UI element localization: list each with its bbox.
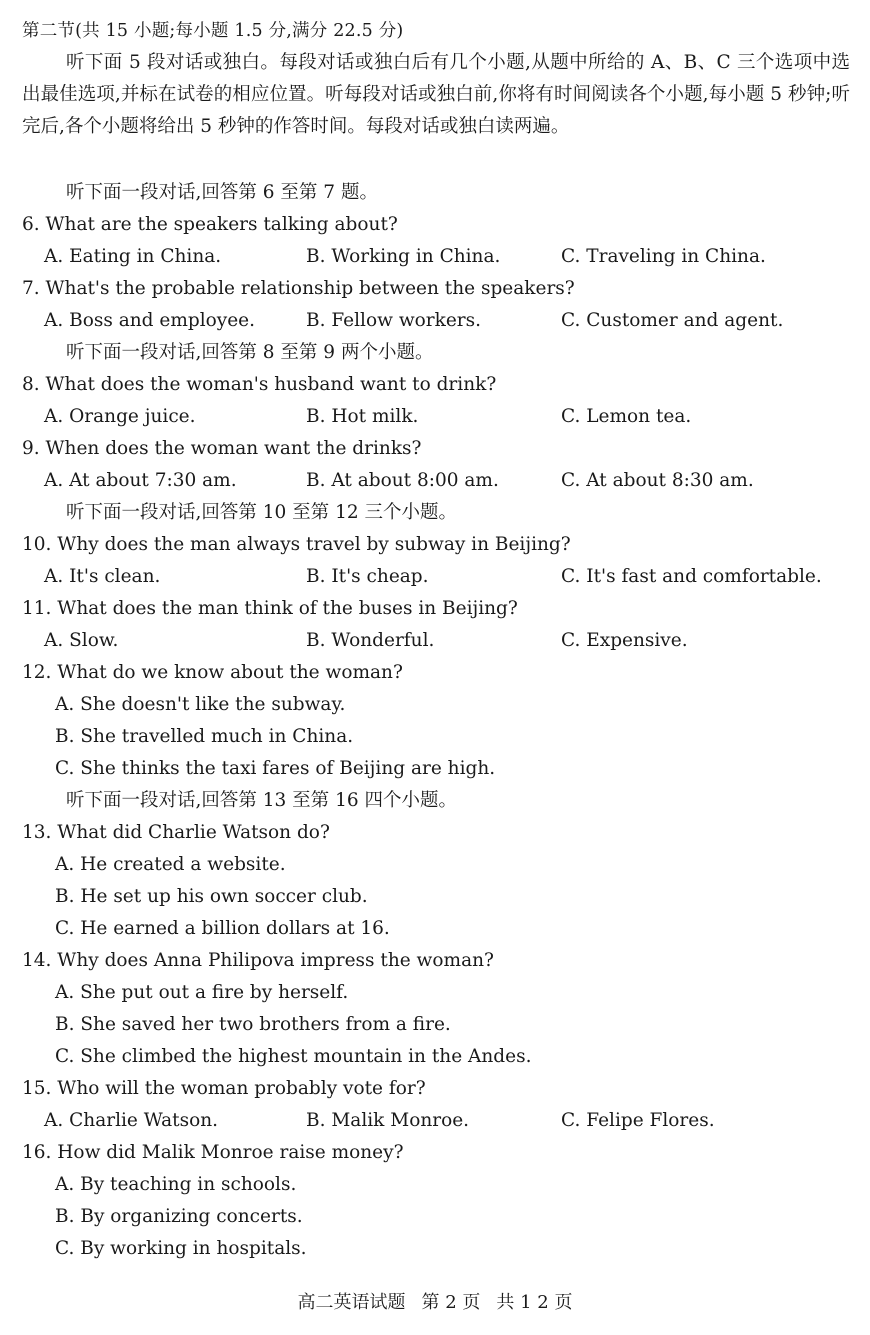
dialogue-cue-1: 听下面一段对话,回答第 6 至第 7 题。 [66,182,378,203]
option-b: B. Fellow workers. [306,310,482,331]
option-a: A. By teaching in schools. [55,1174,297,1195]
section-title: 第二节(共 15 小题;每小题 1.5 分,满分 22.5 分) [22,21,404,41]
question-stem: 13. What did Charlie Watson do? [22,822,330,843]
option-c: C. Customer and agent. [561,310,784,331]
page-footer [0,1287,870,1319]
footer-page-number: 第 2 页 [421,1292,481,1313]
option-c: C. By working in hospitals. [55,1238,307,1259]
option-a: A. Boss and employee. [44,310,256,331]
option-a: A. It's clean. [44,566,161,587]
option-row [44,625,850,657]
question-stem: 11. What does the man think of the buses in Beijing? [22,598,518,619]
option-row [44,241,850,273]
question-stem: 6. What are the speakers talking about? [22,214,398,235]
option-c: C. She thinks the taxi fares of Beijing are high. [55,758,496,779]
option-b: B. Hot milk. [306,406,419,427]
option-b: B. Malik Monroe. [306,1110,470,1131]
option-b: B. Working in China. [306,246,501,267]
option-b: B. She travelled much in China. [55,726,354,747]
dialogue-cue-2: 听下面一段对话,回答第 8 至第 9 两个小题。 [66,342,434,363]
option-b: B. Wonderful. [306,630,435,651]
option-c: C. Lemon tea. [561,406,692,427]
option-a: A. Slow. [44,630,119,651]
option-b: B. She saved her two brothers from a fire. [55,1014,451,1035]
option-c: C. She climbed the highest mountain in the Andes. [55,1046,532,1067]
option-a: A. He created a website. [55,854,286,875]
option-row [44,401,850,433]
option-c: C. Expensive. [561,630,688,651]
question-stem: 14. Why does Anna Philipova impress the woman? [22,950,494,971]
option-b: B. At about 8:00 am. [306,470,499,491]
option-row [44,1105,850,1137]
option-row [44,561,850,593]
option-c: C. Felipe Flores. [561,1110,715,1131]
option-c: C. It's fast and comfortable. [561,566,822,587]
question-stem: 8. What does the woman's husband want to drink? [22,374,497,395]
option-c: C. At about 8:30 am. [561,470,754,491]
footer-total-pages: 共 1 2 页 [496,1292,573,1313]
question-stem: 15. Who will the woman probably vote for? [22,1078,426,1099]
option-row [44,465,850,497]
option-a: A. Charlie Watson. [44,1110,219,1131]
question-stem: 7. What's the probable relationship between the speakers? [22,278,575,299]
option-a: A. She put out a fire by herself. [55,982,349,1003]
question-stem: 9. When does the woman want the drinks? [22,438,422,459]
question-stem: 16. How did Malik Monroe raise money? [22,1142,404,1163]
option-a: A. At about 7:30 am. [44,470,237,491]
option-c: C. He earned a billion dollars at 16. [55,918,390,939]
question-stem: 12. What do we know about the woman? [22,662,403,683]
option-b: B. By organizing concerts. [55,1206,303,1227]
dialogue-cue-4: 听下面一段对话,回答第 13 至第 16 四个小题。 [66,790,457,811]
option-a: A. Eating in China. [44,246,222,267]
footer-title: 高二英语试题 [297,1292,406,1313]
dialogue-cue-3: 听下面一段对话,回答第 10 至第 12 三个小题。 [66,502,457,523]
option-a: A. She doesn't like the subway. [55,694,346,715]
option-a: A. Orange juice. [44,406,196,427]
section-instructions: 听下面 5 段对话或独白。每段对话或独白后有几个小题,从题中所给的 A、B、C 三个选项中选出最佳选项,并标在试卷的相应位置。听每段对话或独白前,你将有时间阅读各个小题,每小题 5 秒钟;听完后,各个小题将给出 5 秒钟的作答时间。每段对话或独白读两遍。 [22,52,850,137]
question-stem: 10. Why does the man always travel by subway in Beijing? [22,534,571,555]
option-c: C. Traveling in China. [561,246,766,267]
option-b: B. He set up his own soccer club. [55,886,368,907]
option-row [44,305,850,337]
option-b: B. It's cheap. [306,566,429,587]
